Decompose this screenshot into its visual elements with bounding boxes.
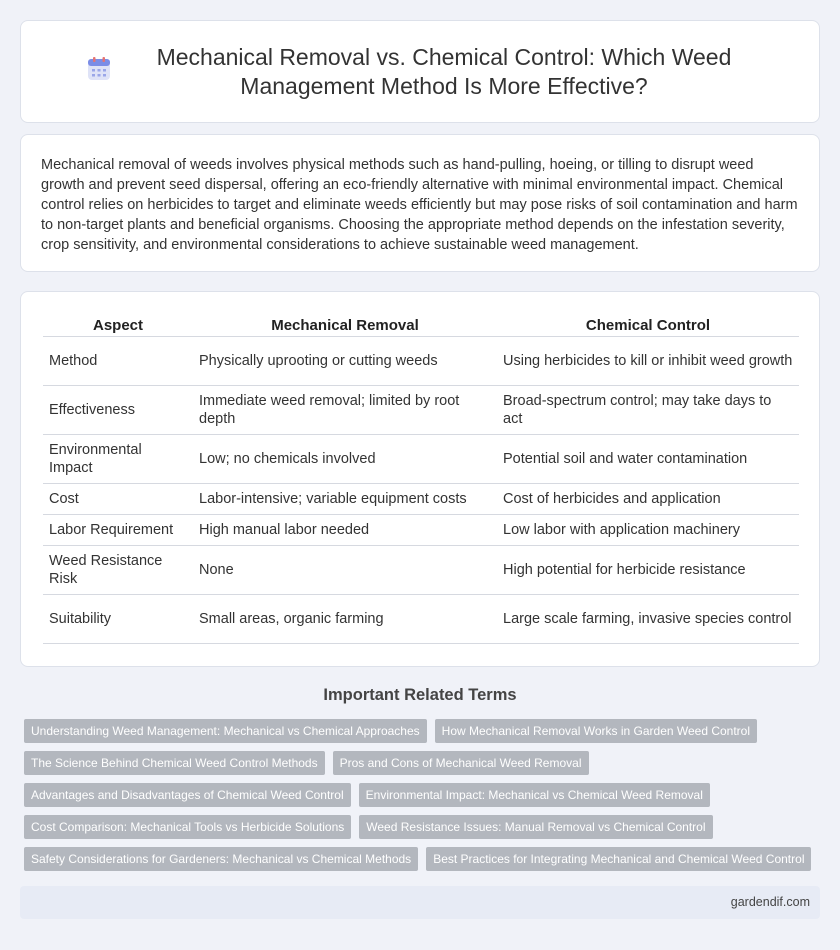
related-term-tag[interactable]: Best Practices for Integrating Mechanical and Chemical Weed Control — [426, 847, 811, 871]
table-row — [43, 337, 799, 386]
table-cell: Labor Requirement — [43, 515, 193, 546]
page-title: Mechanical Removal vs. Chemical Control: Which Weed Management Method Is More Effective? — [156, 43, 732, 99]
related-terms-list — [24, 719, 824, 879]
related-term-tag[interactable]: How Mechanical Removal Works in Garden Weed Control — [435, 719, 757, 743]
table-cell: High manual labor needed — [193, 515, 497, 546]
table-cell: Low labor with application machinery — [497, 515, 799, 546]
related-term-tag[interactable]: Understanding Weed Management: Mechanical vs Chemical Approaches — [24, 719, 427, 743]
related-term-tag[interactable]: Pros and Cons of Mechanical Weed Removal — [333, 751, 589, 775]
table-cell: Potential soil and water contamination — [497, 435, 799, 484]
table-cell: Cost of herbicides and application — [497, 484, 799, 515]
table-cell: Immediate weed removal; limited by root depth — [193, 386, 497, 435]
related-term-tag[interactable]: Cost Comparison: Mechanical Tools vs Herbicide Solutions — [24, 815, 351, 839]
table-row — [43, 595, 799, 644]
table-cell: Labor-intensive; variable equipment costs — [193, 484, 497, 515]
table-row — [43, 515, 799, 546]
table-row — [43, 484, 799, 515]
table-cell: None — [193, 546, 497, 595]
related-term-tag[interactable]: Weed Resistance Issues: Manual Removal vs Chemical Control — [359, 815, 712, 839]
table-cell: High potential for herbicide resistance — [497, 546, 799, 595]
comparison-table — [43, 309, 799, 644]
column-header-mechanical: Mechanical Removal — [193, 309, 497, 337]
table-cell: Using herbicides to kill or inhibit weed growth — [497, 337, 799, 386]
table-cell: Physically uprooting or cutting weeds — [193, 337, 497, 386]
footer-site-link[interactable]: gardendif.com — [730, 895, 810, 909]
table-row — [43, 386, 799, 435]
table-cell: Suitability — [43, 595, 193, 644]
table-cell: Method — [43, 337, 193, 386]
table-cell: Small areas, organic farming — [193, 595, 497, 644]
table-row — [43, 546, 799, 595]
table-cell: Large scale farming, invasive species control — [497, 595, 799, 644]
title-card — [20, 20, 820, 123]
related-term-tag[interactable]: Environmental Impact: Mechanical vs Chemical Weed Removal — [359, 783, 710, 807]
table-cell: Effectiveness — [43, 386, 193, 435]
table-row — [43, 435, 799, 484]
related-term-tag[interactable]: Safety Considerations for Gardeners: Mechanical vs Chemical Methods — [24, 847, 418, 871]
table-cell: Broad-spectrum control; may take days to act — [497, 386, 799, 435]
table-cell: Low; no chemicals involved — [193, 435, 497, 484]
table-cell: Weed Resistance Risk — [43, 546, 193, 595]
table-cell: Environmental Impact — [43, 435, 193, 484]
related-term-tag[interactable]: Advantages and Disadvantages of Chemical Weed Control — [24, 783, 351, 807]
column-header-aspect: Aspect — [43, 309, 193, 337]
title-wrap — [86, 43, 754, 101]
table-cell: Cost — [43, 484, 193, 515]
calendar-icon — [86, 56, 112, 82]
related-term-tag[interactable]: The Science Behind Chemical Weed Control Methods — [24, 751, 325, 775]
intro-card — [20, 134, 820, 272]
intro-paragraph: Mechanical removal of weeds involves physical methods such as hand-pulling, hoeing, or tilling to disrupt weed growth and prevent seed dispersal, offering an eco-friendly alternative with minimal environmental impact. Chemical control relies on herbicides to target and eliminate weeds efficiently but may pose risks of soil contamination and harm to non-target plants and beneficial organisms. Choosing the appropriate method depends on the infestation severity, crop sensitivity, and environmental considerations to achieve sustainable weed management. — [41, 157, 798, 253]
footer — [20, 886, 820, 919]
related-terms-heading: Important Related Terms — [323, 686, 517, 704]
column-header-chemical: Chemical Control — [497, 309, 799, 337]
comparison-table-card — [20, 291, 820, 667]
